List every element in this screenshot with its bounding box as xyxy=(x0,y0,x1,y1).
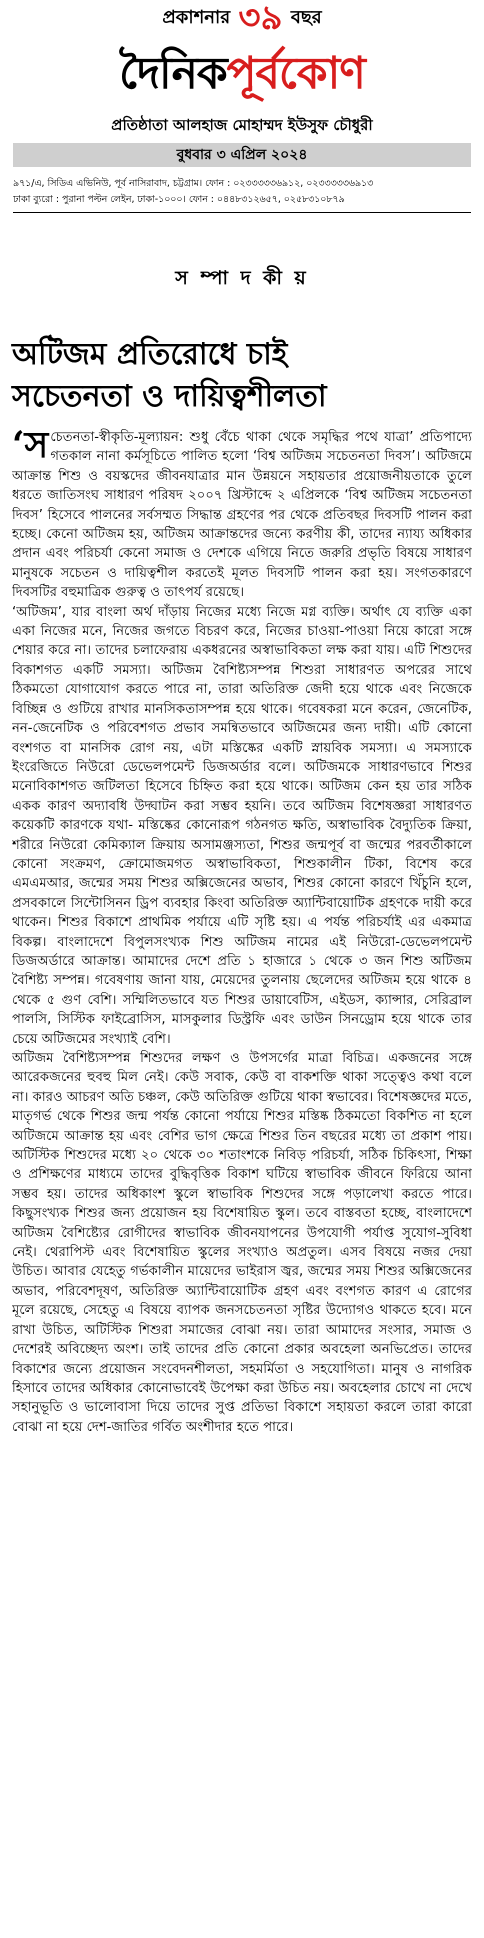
article-paragraph xyxy=(12,428,472,603)
address-line-dhaka: ঢাকা ব্যুরো : পুরানা পল্টন লেইন, ঢাকা-১০০০। ফোন : ০৪৪৮৩১২৬৫৭, ০২৫৮৩১০৮৭৯ xyxy=(13,194,345,205)
paragraph-text: চেতনতা-স্বীকৃতি-মূল্যায়ন: শুধু বেঁচে থাকা থেকে সমৃদ্ধির পথে যাত্রা’ প্রতিপাদ্যে গতকাল নানা কর্মসূচিতে পালিত হলো ‘বিশ্ব অটিজম সচেতনতা দিবস’। অটিজমে আক্রান্ত শিশু ও বয়স্কদের জীবনযাত্রার মান উন্নয়নে সহায়তার প্রয়োজনীয়তাকে তুলে ধরতে জাতিসংঘ সাধারণ পরিষদ ২০০৭ খ্রিস্টাব্দে ২ এপ্রিলকে ‘বিশ্ব অটিজম সচেতনতা দিবস’ হিসেবে পালনের সর্বসম্মত সিদ্ধান্ত গ্রহণের পর থেকে প্রতিবছর দিবসটি পালন করা হচ্ছে। কেনো অটিজম হয়, অটিজম আক্রান্তদের জন্যে করণীয় কী, তাদের ন্যায্য অধিকার প্রদান এবং পরিচর্যা কেনো সমাজ ও দেশকে এগিয়ে নিতে জরুরি প্রভৃতি বিষয়ে সাধারণ মানুষকে সচেতন ও দায়িত্বশীল করতেই মূলত দিবসটি পালন করা হয়। সংগতকারণে দিবসটির বহুমাত্রিক গুরুত্ব ও তাৎপর্য রয়েছে। xyxy=(12,430,472,601)
anniversary-suffix: বছর xyxy=(290,7,322,28)
editorial-body xyxy=(12,428,472,1933)
logo-word-dainik: দৈনিক xyxy=(119,48,227,99)
founder-line: প্রতিষ্ঠাতা আলহাজ মোহাম্মদ ইউসুফ চৌধুরী xyxy=(111,116,373,134)
anniversary-number: ৩৯ xyxy=(238,0,283,38)
headline-line-2: সচেতনতা ও দায়িত্বশীলতা xyxy=(12,379,327,414)
date-bar: বুধবার ৩ এপ্রিল ২০২৪ xyxy=(13,143,471,167)
article-paragraph: অটিজম বৈশিষ্ট্যসম্পন্ন শিশুদের লক্ষণ ও উপসর্গের মাত্রা বিচিত্র। একজনের সঙ্গে আরেকজনের হুবহু মিল নেই। কেউ সবাক, কেউ বা বাকশক্তি থাকা সত্ত্বেও কথা বলে না। কারও আচরণ অতি চঞ্চল, কেউ অতিরিক্ত গুটিয়ে থাকা স্বভাবের। বিশেষজ্ঞদের মতে, মাতৃগর্ভ থেকে শিশুর জন্ম পর্যন্ত কোনো পর্যায়ে শিশুর মস্তিষ্ক ঠিকমতো বিকশিত না হলে অটিজমে আক্রান্ত হয় এবং বেশির ভাগ ক্ষেত্রে শিশুর তিন বছরের মধ্যে তা প্রকাশ পায়। অটিস্টিক শিশুদের মধ্যে ২০ থেকে ৩০ শতাংশকে নিবিড় পরিচর্যা, সঠিক চিকিৎসা, শিক্ষা ও প্রশিক্ষণের মাধ্যমে তাদের বুদ্ধিবৃত্তিক বিকাশ ঘটিয়ে স্বাভাবিক জীবনে ফিরিয়ে আনা সম্ভব হয়। তাদের অধিকাংশ স্কুলে স্বাভাবিক শিশুদের সঙ্গে পড়ালেখা করতে পারে। কিছুসংখ্যক শিশুর জন্য প্রয়োজন হয় বিশেষায়িত স্কুল। তবে বাস্তবতা হচ্ছে, বাংলাদেশে অটিজম বৈশিষ্ট্যের রোগীদের স্বাভাবিক জীবনযাপনের উপযোগী পর্যাপ্ত সুযোগ-সুবিধা নেই। থেরাপিস্ট এবং বিশেষায়িত স্কুলের সংখ্যাও অপ্রতুল। এসব বিষয়ে নজর দেয়া উচিত। আবার যেহেতু গর্ভকালীন মায়েদের ভাইরাস জ্বর, জন্মের সময় শিশুর অক্সিজেনের অভাব, পরিবেশদূষণ, অতিরিক্ত অ্যান্টিবায়োটিক গ্রহণ এবং বংশগত কারণ এ রোগের মূলে রয়েছে, সেহেতু এ বিষয়ে ব্যাপক জনসচেতনতা সৃষ্টির উদ্যোগও থাকতে হবে। মনে রাখা উচিত, অটিস্টিক শিশুরা সমাজের বোঝা নয়। তারা আমাদের সংসার, সমাজ ও দেশেরই অবিচ্ছেদ্য অংশ। তাই তাদের প্রতি কোনো প্রকার অবহেলা অনভিপ্রেত। তাদের বিকাশের জন্যে প্রয়োজন সংবেদনশীলতা, সহমর্মিতা ও সহযোগিতা। মানুষ ও নাগরিক হিসাবে তাদের অধিকার কোনোভাবেই উপেক্ষা করা উচিত নয়। অবহেলার চোখে না দেখে সহানুভূতি ও ভালোবাসা দিয়ে তাদের সুপ্ত প্রতিভা বিকাশে সহায়তা করলে তারা কারো বোঝা না হয়ে দেশ-জাতির গর্বিত অংশীদার হতে পারে। xyxy=(12,1051,472,1435)
address-block xyxy=(13,176,471,208)
address-line-office: ৯৭১/এ, সিডিএ এভিনিউ, পূর্ব নাসিরাবাদ, চট্টগ্রাম। ফোন : ০২৩৩৩৩৩৬৯১২, ০২৩৩৩৩৩৬৯১৩ xyxy=(13,178,374,189)
headline-line-1: অটিজম প্রতিরোধে চাই xyxy=(12,337,288,372)
section-title: স ম্পা দ কী য় xyxy=(175,267,309,289)
logo-word-purbokone: পূর্বকোণ xyxy=(226,48,365,99)
editorial-headline xyxy=(12,334,474,418)
header-divider xyxy=(13,212,471,213)
anniversary-prefix: প্রকাশনার xyxy=(162,7,231,28)
drop-cap: ‘স xyxy=(12,428,49,466)
article-paragraph: ‘অটিজম’, যার বাংলা অর্থ দাঁড়ায় নিজের মধ্যে নিজে মগ্ন ব্যক্তি। অর্থাৎ যে ব্যক্তি একা একা নিজের মনে, নিজের জগতে বিচরণ করে, নিজের চাওয়া-পাওয়া নিয়ে কারো সঙ্গে শেয়ার করে না। তাদের চলাফেরায় একধরনের অস্বাভাবিকতা লক্ষ করা যায়। এটি শিশুদের বিকাশগত একটি সমস্যা। অটিজম বৈশিষ্ট্যসম্পন্ন শিশুরা সাধারণত অপরের সাথে ঠিকমতো যোগাযোগ করতে পারে না, তারা অতিরিক্ত জেদী হয়ে থাকে এবং নিজেকে বিচ্ছিন্ন ও গুটিয়ে রাখার মানসিকতাসম্পন্ন হয়ে থাকে। গবেষকরা মনে করেন, জেনেটিক, নন-জেনেটিক ও পরিবেশগত প্রভাব সমন্বিতভাবে অটিজমের জন্য দায়ী। এটি কোনো বংশগত বা মানসিক রোগ নয়, এটা মস্তিষ্কের একটি স্নায়বিক সমস্যা। এ সমস্যাকে ইংরেজিতে নিউরো ডেভেলপমেন্ট ডিজঅর্ডার বলে। অটিজমকে সাধারণভাবে শিশুর মনোবিকাশগত জটিলতা হিসেবে চিহ্নিত করা হয়ে থাকে। অটিজম কেন হয় তার সঠিক একক কারণ অদ্যাবধি উদ্ঘাটন করা সম্ভব হয়নি। তবে অটিজম বিশেষজ্ঞরা সাধারণত কয়েকটি কারণকে যথা- মস্তিষ্কের কোনোরূপ গঠনগত ক্ষতি, অস্বাভাবিক বৈদ্যুতিক ক্রিয়া, শরীরে নিউরো কেমিক্যাল ক্রিয়ায় অসামঞ্জস্যতা, শিশুর জন্মপূর্ব বা জন্মের পরবর্তীকালে কোনো সংক্রমণ, ক্রোমোজমগত অস্বাভাবিকতা, শিশুকালীন টিকা, বিশেষ করে এমএমআর, জন্মের সময় শিশুর অক্সিজেনের অভাব, শিশুর কোনো কারণে খিঁচুনি হলে, প্রসবকালে সিন্টোসিনন ড্রিপ ব্যবহার কিংবা অতিরিক্ত অ্যান্টিবায়োটিক গ্রহণকে দায়ী করে থাকেন। শিশুর বিকাশে প্রাথমিক পর্যায়ে এটি সৃষ্টি হয়। এ পর্যন্ত পরিচর্যাই এর একমাত্র বিকল্প। বাংলাদেশে বিপুলসংখ্যক শিশু অটিজম নামের এই নিউরো-ডেভেলপমেন্ট ডিজঅর্ডারে আক্রান্ত। আমাদের দেশে প্রতি ১ হাজারে ১ থেকে ৩ জন শিশু অটিজম বৈশিষ্ট্য সম্পন্ন। গবেষণায় জানা যায়, মেয়েদের তুলনায় ছেলেদের অটিজম হয়ে থাকে ৪ থেকে ৫ গুণ বেশি। সম্মিলিতভাবে যত শিশুর ডায়াবেটিস, এইডস, ক্যান্সার, সেরিব্রাল পালসি, সিস্টিক ফাইব্রোসিস, মাসকুলার ডিস্ট্রফি এবং ডাউন সিনড্রোম হয়ে থাকে তার চেয়ে অটিজমের সংখ্যাই বেশি। xyxy=(12,604,472,1047)
anniversary-banner xyxy=(0,0,484,38)
newspaper-logo xyxy=(0,44,484,104)
